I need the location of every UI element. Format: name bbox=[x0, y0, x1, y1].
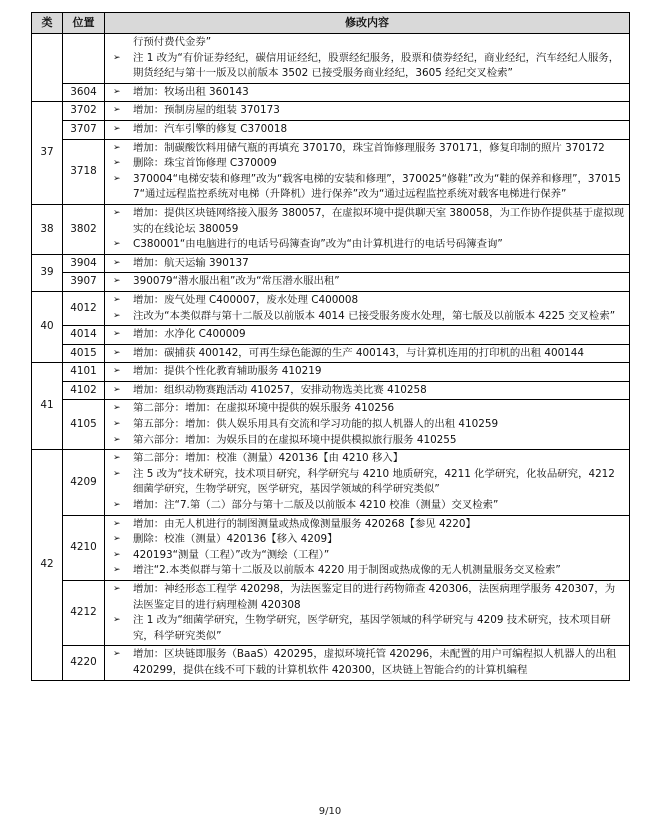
arrow-bullet-icon: ➢ bbox=[113, 257, 121, 268]
item-text: 第二部分：增加：在虚拟环境中提供的娱乐服务 410256 bbox=[133, 402, 395, 415]
content-cell bbox=[105, 102, 630, 121]
item-text: 增注“2.本类似群与第十二版及以前版本 4220 用于制图或热成像的无人机测量服务交叉检索” bbox=[133, 564, 561, 577]
list-item bbox=[107, 293, 625, 309]
table-row bbox=[32, 381, 630, 400]
item-text: 注 5 改为“技术研究，技术项目研究，科学研究与 4210 地质研究，4211 化学研究，化妆品研究，4212 细菌学研究，生物学研究，医学研究，基因学领域的科学研究类似” bbox=[133, 467, 615, 496]
table-row bbox=[32, 83, 630, 102]
list-item bbox=[107, 172, 625, 203]
content-cell bbox=[105, 515, 630, 580]
item-text: 增加：废气处理 C400007，废水处理 C400008 bbox=[133, 293, 359, 306]
item-text: 增加：提供区块链网络接入服务 380057，在虚拟环境中提供聊天室 380058，为工作协作提供基于虚拟现实的在线论坛 380059 bbox=[133, 206, 625, 235]
content-cell bbox=[105, 273, 630, 292]
arrow-bullet-icon: ➢ bbox=[113, 105, 121, 116]
arrow-bullet-icon: ➢ bbox=[113, 549, 121, 560]
list-item bbox=[107, 141, 625, 157]
item-text: 注 1 改为“有价证券经纪，碳信用证经纪，股票经纪服务，股票和债券经纪，商业经纪，汽车经纪人服务，期货经纪与第十一版及以前版本 3502 已接受服务商业经纪，3605 经纪交叉检索” bbox=[133, 51, 620, 80]
content-cell bbox=[105, 646, 630, 680]
arrow-bullet-icon: ➢ bbox=[113, 500, 121, 511]
item-text: 增加：注“7.第（二）部分与第十二版及以前版本 4210 校准（测量）交叉检索” bbox=[133, 499, 499, 512]
list-item bbox=[107, 364, 625, 380]
list-item bbox=[107, 383, 625, 399]
table-row bbox=[32, 400, 630, 450]
content-cell bbox=[105, 139, 630, 204]
position-cell: 4212 bbox=[63, 581, 105, 646]
list-item bbox=[107, 85, 625, 101]
list-item bbox=[107, 548, 625, 564]
item-text: 增加：预制房屋的组装 370173 bbox=[133, 104, 280, 117]
table-row bbox=[32, 363, 630, 382]
class-number-cell: 37 bbox=[32, 102, 63, 205]
header-class: 类 bbox=[32, 13, 63, 34]
item-text: 增加：神经形态工程学 420298，为法医鉴定目的进行药物筛查 420306，法医病理学服务 420307，为法医鉴定目的进行病理检测 420308 bbox=[133, 583, 616, 611]
item-text: 删除：珠宝首饰修理 C370009 bbox=[133, 157, 277, 170]
list-item bbox=[107, 401, 625, 417]
list-item bbox=[107, 417, 625, 433]
list-item bbox=[107, 433, 625, 449]
list-item bbox=[107, 467, 625, 498]
page-number: 9/10 bbox=[318, 806, 342, 817]
list-item bbox=[107, 51, 625, 82]
content-cell bbox=[105, 400, 630, 450]
arrow-bullet-icon: ➢ bbox=[113, 434, 121, 445]
arrow-bullet-icon: ➢ bbox=[113, 347, 121, 358]
arrow-bullet-icon: ➢ bbox=[113, 207, 121, 218]
position-cell: 4220 bbox=[63, 646, 105, 680]
arrow-bullet-icon: ➢ bbox=[113, 158, 121, 169]
list-item bbox=[107, 122, 625, 138]
table-row bbox=[32, 34, 630, 84]
class-number-cell: 41 bbox=[32, 363, 63, 450]
item-text: 增加：区块链即服务（BaaS）420295，虚拟环境托管 420296，未配置的用户可编程拟人机器人的出租 420299，提供在线不可下载的计算机软件 420300，区块链上智能合约的计算机编程 bbox=[133, 648, 617, 676]
list-item bbox=[107, 532, 625, 548]
position-cell bbox=[63, 34, 105, 84]
arrow-bullet-icon: ➢ bbox=[113, 615, 121, 626]
content-cell bbox=[105, 581, 630, 646]
arrow-bullet-icon: ➢ bbox=[113, 329, 121, 340]
list-item bbox=[107, 156, 625, 172]
content-cell bbox=[105, 326, 630, 345]
arrow-bullet-icon: ➢ bbox=[113, 419, 121, 430]
arrow-bullet-icon: ➢ bbox=[113, 403, 121, 414]
content-cell bbox=[105, 120, 630, 139]
position-cell: 3904 bbox=[63, 254, 105, 273]
arrow-bullet-icon: ➢ bbox=[113, 173, 121, 184]
arrow-bullet-icon: ➢ bbox=[113, 565, 121, 576]
item-text: 增加：汽车引擎的修复 C370018 bbox=[133, 122, 288, 135]
content-cell bbox=[105, 291, 630, 325]
table-row bbox=[32, 450, 630, 515]
list-item bbox=[107, 451, 625, 467]
table-row bbox=[32, 515, 630, 580]
list-item bbox=[107, 274, 625, 290]
content-cell bbox=[105, 363, 630, 382]
item-text: 第五部分：增加：供人娱乐用具有交流和学习功能的拟人机器人的出租 410259 bbox=[133, 418, 499, 431]
arrow-bullet-icon: ➢ bbox=[113, 366, 121, 377]
table-row bbox=[32, 273, 630, 292]
position-cell: 4012 bbox=[63, 291, 105, 325]
item-text: 第二部分：增加：校准（测量）420136【由 4210 移入】 bbox=[133, 452, 404, 465]
position-cell: 4015 bbox=[63, 344, 105, 363]
arrow-bullet-icon: ➢ bbox=[113, 649, 121, 660]
item-text: 增加：制碳酸饮料用储气瓶的再填充 370170，珠宝首饰修理服务 370171，修复印制的照片 370172 bbox=[133, 141, 605, 154]
content-cell bbox=[105, 204, 630, 254]
item-text: 注改为“本类似群与第十二版及以前版本 4014 已接受服务废水处理，第七版及以前版本 4225 交叉检索” bbox=[133, 309, 616, 322]
table-row bbox=[32, 139, 630, 204]
list-item bbox=[107, 237, 625, 253]
item-text: 增加：牧场出租 360143 bbox=[133, 85, 249, 98]
position-cell: 3718 bbox=[63, 139, 105, 204]
item-text: 390079“潜水服出租”改为“常压潜水服出租” bbox=[133, 275, 340, 288]
position-cell: 4014 bbox=[63, 326, 105, 345]
arrow-bullet-icon: ➢ bbox=[113, 294, 121, 305]
table-row bbox=[32, 291, 630, 325]
list-item bbox=[107, 517, 625, 533]
continued-text: 行预付费代金券” bbox=[133, 36, 212, 48]
list-item bbox=[107, 309, 625, 325]
list-item bbox=[107, 103, 625, 119]
arrow-bullet-icon: ➢ bbox=[113, 518, 121, 529]
table-row bbox=[32, 646, 630, 680]
list-item bbox=[107, 206, 625, 237]
arrow-bullet-icon: ➢ bbox=[113, 239, 121, 250]
arrow-bullet-icon: ➢ bbox=[113, 142, 121, 153]
arrow-bullet-icon: ➢ bbox=[113, 584, 121, 594]
item-text: 增加：航天运输 390137 bbox=[133, 256, 249, 269]
arrow-bullet-icon: ➢ bbox=[113, 453, 121, 464]
table-row bbox=[32, 102, 630, 121]
position-cell: 3604 bbox=[63, 83, 105, 102]
table-row bbox=[32, 581, 630, 646]
amendment-table bbox=[31, 12, 630, 681]
class-number-cell bbox=[32, 34, 63, 102]
arrow-bullet-icon: ➢ bbox=[113, 534, 121, 545]
header-position: 位置 bbox=[63, 13, 105, 34]
list-item bbox=[107, 498, 625, 514]
content-cell bbox=[105, 344, 630, 363]
content-cell bbox=[105, 450, 630, 515]
position-cell: 4102 bbox=[63, 381, 105, 400]
table-row bbox=[32, 120, 630, 139]
item-text: 增加：碳捕获 400142，可再生绿色能源的生产 400143，与计算机连用的打印机的出租 400144 bbox=[133, 346, 585, 359]
position-cell: 4209 bbox=[63, 450, 105, 515]
item-text: 420193“测量（工程）”改为“测绘（工程）” bbox=[133, 548, 330, 561]
item-text: 增加：组织动物赛跑活动 410257，安排动物选美比赛 410258 bbox=[133, 383, 427, 396]
table-row bbox=[32, 254, 630, 273]
table-row bbox=[32, 204, 630, 254]
position-cell: 3907 bbox=[63, 273, 105, 292]
content-cell bbox=[105, 34, 630, 84]
position-cell: 4210 bbox=[63, 515, 105, 580]
item-text: 增加：由无人机进行的制图测量或热成像测量服务 420268【参见 4220】 bbox=[133, 517, 476, 530]
content-cell bbox=[105, 83, 630, 102]
table-header-row bbox=[32, 13, 630, 34]
item-text: 370004“电梯安装和修理”改为“载客电梯的安装和修理”，370025“修鞋”改为“鞋的保养和修理”，370157“通过远程监控系统对电梯（升降机）进行保养”改为“通过远程监控系统对载客电梯进行保养” bbox=[133, 172, 621, 201]
arrow-bullet-icon: ➢ bbox=[113, 310, 121, 321]
table-row bbox=[32, 326, 630, 345]
position-cell: 3702 bbox=[63, 102, 105, 121]
header-content: 修改内容 bbox=[105, 13, 630, 34]
list-item bbox=[107, 647, 625, 678]
list-item bbox=[107, 256, 625, 272]
list-item bbox=[107, 346, 625, 362]
class-number-cell: 42 bbox=[32, 450, 63, 680]
class-number-cell: 38 bbox=[32, 204, 63, 254]
arrow-bullet-icon: ➢ bbox=[113, 52, 121, 63]
position-cell: 4105 bbox=[63, 400, 105, 450]
content-cell bbox=[105, 381, 630, 400]
item-text: 增加：水净化 C400009 bbox=[133, 328, 246, 341]
item-text: 增加：提供个性化教育辅助服务 410219 bbox=[133, 365, 322, 378]
position-cell: 3802 bbox=[63, 204, 105, 254]
class-number-cell: 39 bbox=[32, 254, 63, 291]
item-text: 第六部分：增加：为娱乐目的在虚拟环境中提供模拟旅行服务 410255 bbox=[133, 433, 457, 446]
arrow-bullet-icon: ➢ bbox=[113, 86, 121, 97]
arrow-bullet-icon: ➢ bbox=[113, 123, 121, 134]
table-body bbox=[32, 34, 630, 681]
position-cell: 3707 bbox=[63, 120, 105, 139]
arrow-bullet-icon: ➢ bbox=[113, 384, 121, 395]
item-text: 删除：校准（测量）420136【移入 4209】 bbox=[133, 533, 338, 546]
content-cell bbox=[105, 254, 630, 273]
list-item bbox=[107, 582, 625, 613]
list-item bbox=[107, 563, 625, 579]
item-text: C380001“由电脑进行的电话号码簿查询”改为“由计算机进行的电话号码簿查询” bbox=[133, 238, 503, 251]
class-number-cell: 40 bbox=[32, 291, 63, 362]
list-item bbox=[107, 613, 625, 644]
arrow-bullet-icon: ➢ bbox=[113, 276, 121, 287]
position-cell: 4101 bbox=[63, 363, 105, 382]
item-text: 注 1 改为“细菌学研究，生物学研究，医学研究，基因学领域的科学研究与 4209 技术研究，技术项目研究，科学研究类似” bbox=[133, 614, 611, 642]
table-row bbox=[32, 344, 630, 363]
list-item bbox=[107, 327, 625, 343]
arrow-bullet-icon: ➢ bbox=[113, 468, 121, 479]
